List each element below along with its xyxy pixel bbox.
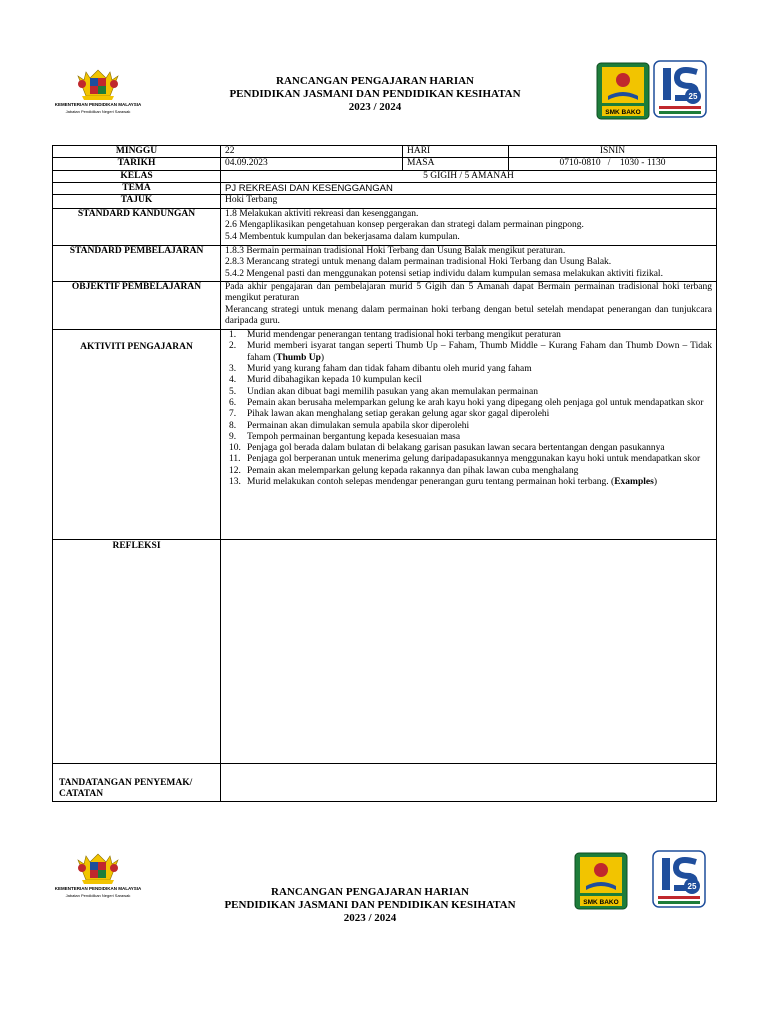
tajuk-value: Hoki Terbang — [221, 195, 717, 209]
sk-line: 1.8 Melakukan aktiviti rekreasi dan kesenggangan. — [225, 209, 419, 220]
aktiviti-text: Pemain akan melemparkan gelung kepada rakannya dan pihak lawan cuba menghalang — [247, 465, 579, 476]
sp-line: 5.4.2 Mengenal pasti dan menggunakan potensi setiap individu dalam kumpulan semasa melakukan aktiviti fizikal. — [225, 268, 663, 279]
aktiviti-text: Pihak lawan akan menghalang setiap gerakan gelung agar skor gagal diperolehi — [247, 409, 550, 420]
hari-label: HARI — [403, 146, 509, 158]
masa-value: 0710-0810 / 1030 - 1130 — [509, 158, 717, 170]
aktiviti-value — [221, 330, 717, 540]
objektif-value — [221, 282, 717, 330]
sk-line: 2.6 Mengaplikasikan pengetahuan konsep pergerakan dan strategi dalam permainan pingpong. — [225, 220, 584, 231]
aktiviti-item — [225, 443, 712, 454]
aktiviti-number: 6. — [229, 397, 237, 408]
aktiviti-text: Murid melakukan contoh selepas mendengar penerangan guru tentang permainan hoki terbang. (Examples) — [247, 477, 657, 488]
masa-label: MASA — [403, 158, 509, 170]
header-title — [195, 886, 545, 925]
department-name: Jabatan Pendidikan Negeri Sarawak — [65, 893, 131, 898]
tarikh-label: TARIKH — [53, 158, 221, 170]
aktiviti-number: 13. — [229, 477, 241, 488]
title-line-1: RANCANGAN PENGAJARAN HARIAN — [276, 75, 474, 87]
svg-text:25: 25 — [687, 882, 697, 891]
aktiviti-item — [225, 387, 712, 398]
minggu-value: 22 — [221, 146, 403, 158]
refleksi-label: REFLEKSI — [53, 540, 221, 764]
aktiviti-label: AKTIVITI PENGAJARAN — [53, 330, 221, 540]
department-name: Jabatan Pendidikan Negeri Sarawak — [65, 109, 131, 114]
sk-line: 5.4 Membentuk kumpulan dan bekerjasama dalam kumpulan. — [225, 231, 460, 242]
aktiviti-text: Permainan akan dimulakan semula apabila skor diperolehi — [247, 420, 470, 431]
aktiviti-number: 1. — [229, 330, 237, 341]
sp-line: 1.8.3 Bermain permainan tradisional Hoki Terbang dan Usung Balak mengikut peraturan. — [225, 246, 566, 257]
aktiviti-text: Murid yang kurang faham dan tidak faham dibantu oleh murid yang faham — [247, 364, 532, 375]
aktiviti-item — [225, 432, 712, 443]
aktiviti-number: 7. — [229, 409, 237, 420]
minggu-label: MINGGU — [53, 146, 221, 158]
tema-label: TEMA — [53, 182, 221, 194]
ministry-name: KEMENTERIAN PENDIDIKAN MALAYSIA — [54, 102, 142, 107]
aktiviti-text: Murid dibahagikan kepada 10 kumpulan kecil — [247, 375, 422, 386]
aktiviti-number: 5. — [229, 386, 237, 397]
svg-text:25: 25 — [688, 92, 698, 101]
anniversary-logo — [652, 850, 706, 913]
title-line-3: 2023 / 2024 — [348, 101, 402, 113]
aktiviti-number: 9. — [229, 431, 237, 442]
sp-value — [221, 246, 717, 282]
title-line-2: PENDIDIKAN JASMANI DAN PENDIDIKAN KESIHATAN — [229, 88, 521, 100]
aktiviti-text: Penjaga gol berperanan untuk menerima gelung daripadapasukannya menggunakan kayu hoki untuk mendapatkan skor — [247, 454, 701, 465]
title-line-3: 2023 / 2024 — [343, 912, 397, 924]
sk-value — [221, 209, 717, 246]
aktiviti-number: 12. — [229, 465, 241, 476]
aktiviti-text: Penjaga gol berada dalam bulatan di belakang garisan pasukan lawan secara bertentangan dengan pasukannya — [247, 443, 665, 454]
kelas-label: KELAS — [53, 170, 221, 182]
aktiviti-text: Murid mendengar penerangan tentang tradisional hoki terbang mengikut peraturan — [247, 330, 561, 341]
refleksi-value — [221, 540, 717, 764]
aktiviti-text: Tempoh permainan bergantung kepada kesesuaian masa — [247, 431, 461, 442]
aktiviti-number: 4. — [229, 375, 237, 386]
tandatangan-value — [221, 764, 717, 802]
svg-text:SMK BAKO: SMK BAKO — [605, 109, 641, 116]
rph-table — [52, 145, 717, 802]
ministry-logo — [48, 66, 148, 126]
ministry-logo — [48, 850, 148, 910]
tandatangan-label: TANDATANGAN PENYEMAK/ CATATAN — [53, 764, 221, 802]
aktiviti-number: 11. — [229, 454, 241, 465]
aktiviti-item — [225, 341, 712, 364]
header-title — [200, 75, 550, 114]
aktiviti-text: Murid memberi isyarat tangan seperti Thumb Up – Faham, Thumb Middle – Kurang Faham dan Thumb Down – Tidak faham (Thumb Up) — [247, 341, 712, 363]
anniversary-logo — [653, 60, 707, 123]
aktiviti-number: 10. — [229, 443, 241, 454]
aktiviti-item — [225, 398, 712, 409]
aktiviti-item — [225, 364, 712, 375]
title-line-2: PENDIDIKAN JASMANI DAN PENDIDIKAN KESIHATAN — [224, 899, 516, 911]
aktiviti-item — [225, 330, 712, 341]
malaysia-crest-icon — [48, 66, 148, 102]
aktiviti-item — [225, 466, 712, 477]
aktiviti-item — [225, 409, 712, 420]
tajuk-label: TAJUK — [53, 195, 221, 209]
objektif-label: OBJEKTIF PEMBELAJARAN — [53, 282, 221, 330]
objektif-line: Merancang strategi untuk menang dalam permainan hoki terbang dengan betul setelah mendapat penerangan dan tunjukcara daripada guru. — [225, 304, 712, 327]
sp-label: STANDARD PEMBELAJARAN — [53, 246, 221, 282]
tema-value: PJ REKREASI DAN KESENGGANGAN — [221, 182, 717, 194]
tarikh-value: 04.09.2023 — [221, 158, 403, 170]
hari-value: ISNIN — [509, 146, 717, 158]
school-logo — [596, 62, 650, 125]
aktiviti-number: 3. — [229, 364, 237, 375]
aktiviti-item — [225, 421, 712, 432]
kelas-value: 5 GIGIH / 5 AMANAH — [221, 170, 717, 182]
sk-label: STANDARD KANDUNGAN — [53, 209, 221, 246]
aktiviti-list — [225, 330, 712, 488]
svg-text:SMK BAKO: SMK BAKO — [583, 899, 619, 906]
school-logo — [574, 852, 628, 915]
malaysia-crest-icon — [48, 850, 148, 886]
aktiviti-item — [225, 477, 712, 488]
aktiviti-text: Pemain akan berusaha melemparkan gelung ke arah kayu hoki yang dipegang oleh penjaga gol untuk mendapatkan skor — [247, 397, 704, 408]
aktiviti-number: 2. — [229, 341, 237, 352]
objektif-line: Pada akhir pengajaran dan pembelajaran murid 5 Gigih dan 5 Amanah dapat Bermain permainan tradisional hoki terbang mengikut peraturan — [225, 282, 712, 304]
ministry-name: KEMENTERIAN PENDIDIKAN MALAYSIA — [54, 886, 142, 891]
aktiviti-item — [225, 375, 712, 386]
title-line-1: RANCANGAN PENGAJARAN HARIAN — [271, 886, 469, 898]
aktiviti-text: Undian akan dibuat bagi memilih pasukan yang akan memulakan permainan — [247, 386, 538, 397]
aktiviti-item — [225, 454, 712, 465]
sp-line: 2.8.3 Merancang strategi untuk menang dalam permainan tradisional Hoki Terbang dan Usung Balak. — [225, 257, 612, 268]
aktiviti-number: 8. — [229, 420, 237, 431]
